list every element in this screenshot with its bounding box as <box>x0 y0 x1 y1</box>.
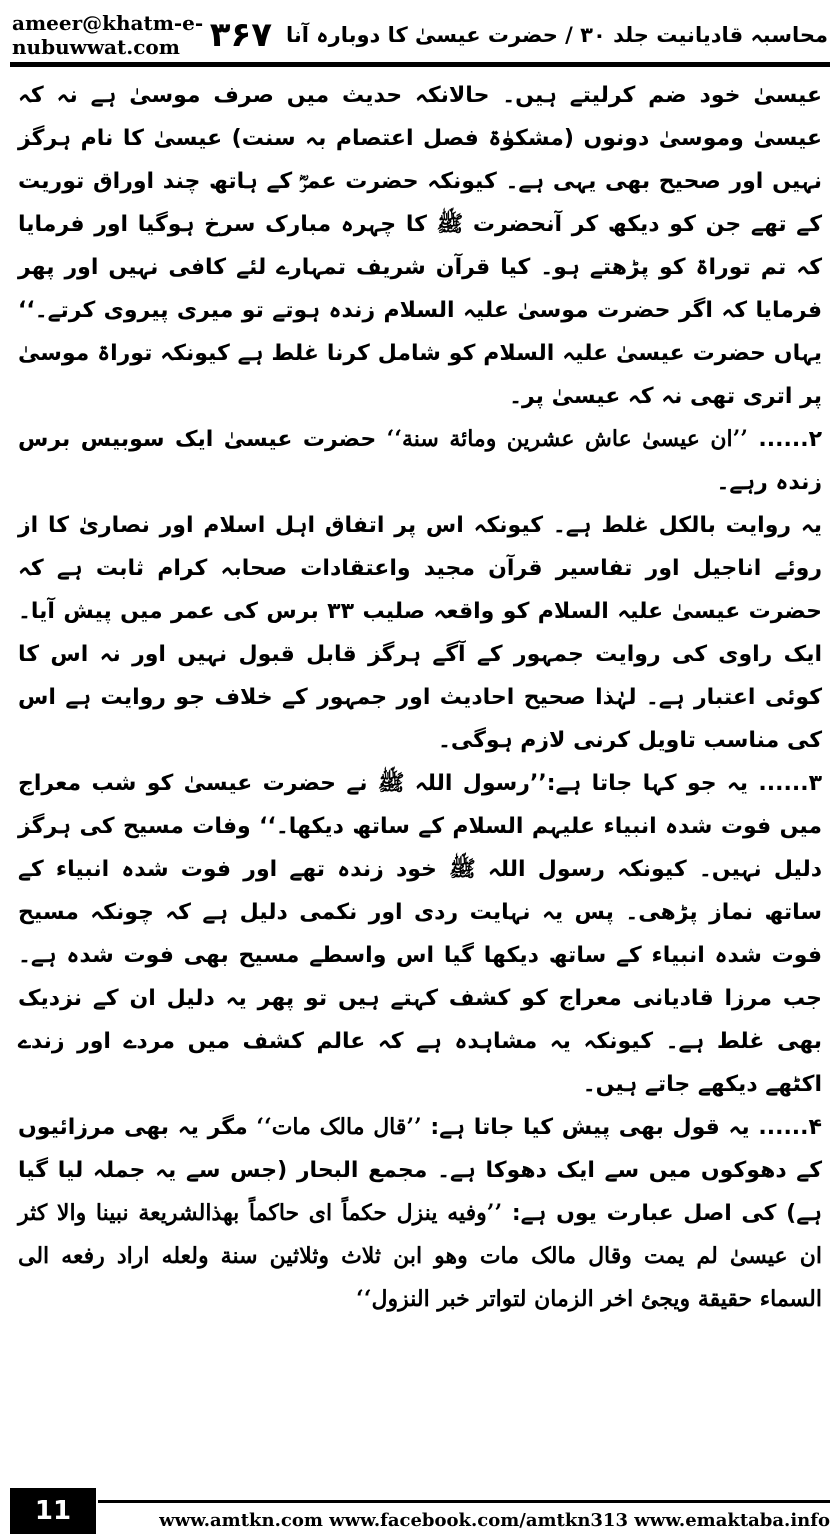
item-text-before: یہ قول بھی پیش کیا جاتا ہے: <box>430 1115 750 1140</box>
item-number: ۲...... <box>758 427 822 452</box>
numbered-item-3 <box>18 762 822 1106</box>
footer-page-number: 11 <box>10 1488 96 1534</box>
arabic-quote: ’’قال مالک مات‘‘ <box>256 1114 422 1140</box>
header-title-group <box>210 15 828 55</box>
arabic-citation: ’’وفیه ینزل حکماً ای حاکماً بهذالشریعة نبینا والا کثر ان عیسیٰ لم یمت وقال مالک مات وهو ابن ثلاث وثلاثین سنة ولعله اراد رفعه الی السماء حقیقة ویجئ اخر الزمان لتواتر خبر النزول‘‘ <box>18 1200 822 1312</box>
footer-links: www.amtkn.com www.facebook.com/amtkn313 www.emaktaba.info <box>159 1509 830 1531</box>
footer-rule <box>98 1500 830 1503</box>
header-title: محاسبہ قادیانیت جلد ۳۰ / حضرت عیسیٰ کا دوبارہ آنا <box>286 23 828 47</box>
item-text: حضرت عیسیٰ ایک سوبیس برس زندہ رہے۔ <box>18 427 822 495</box>
paragraph: عیسیٰ خود ضم کرلیتے ہیں۔ حالانکہ حدیث میں صرف موسیٰ ہے نہ کہ عیسیٰ وموسیٰ دونوں (مشکوٰۃ فصل اعتصام بہ سنت) عیسیٰ کا نام ہرگز نہیں اور صحیح بھی یہی ہے۔ کیونکہ حضرت عمرؓ کے ہاتھ چند اوراق توریت کے تھے جن کو دیکھ کر آنحضرت ﷺ کا چہرہ مبارک سرخ ہوگیا اور فرمایا کہ تم توراۃ کو پڑھتے ہو۔ کیا قرآن شریف تمہارے لئے کافی نہیں اور پھر فرمایا کہ اگر حضرت موسیٰ علیہ السلام زندہ ہوتے تو میری پیروی کرتے۔‘‘ یہاں حضرت عیسیٰ علیہ السلام کو شامل کرنا غلط ہے کیونکہ توراۃ موسیٰ پر اتری تھی نہ کہ عیسیٰ پر۔ <box>18 83 822 409</box>
paragraph: یہ روایت بالکل غلط ہے۔ کیونکہ اس پر اتفاق اہل اسلام اور نصاریٰ کا از روئے اناجیل اور تفاسیر قرآن مجید واعتقادات صحابہ کرام ثابت ہے کہ حضرت عیسیٰ علیہ السلام کو واقعہ صلیب ۳۳ برس کی عمر میں پیش آیا۔ ایک راوی کی روایت جمہور کے آگے ہرگز قابل قبول نہیں اور نہ اس کا کوئی اعتبار ہے۔ لہٰذا صحیح احادیث اور جمہور کے خلاف جو روایت ہے اس کی مناسب تاویل کرنی لازم ہوگی۔ <box>18 513 822 753</box>
page-body <box>18 74 822 1462</box>
numbered-item-4 <box>18 1106 822 1321</box>
item-text: مگر یہ بھی مرزائیوں کے دھوکوں میں سے ایک دھوکا ہے۔ مجمع البحار (جس سے یہ جملہ لیا گیا ہے) کی اصل عبارت یوں ہے: <box>18 1115 822 1226</box>
item-number: ۳...... <box>758 771 822 796</box>
arabic-quote: ’’ان عیسیٰ عاش عشرین ومائة سنة‘‘ <box>386 426 748 452</box>
header-rule <box>10 62 830 67</box>
item-number: ۴...... <box>758 1115 822 1140</box>
item-text: یہ جو کہا جاتا ہے:’’رسول اللہ ﷺ نے حضرت عیسیٰ کو شب معراج میں فوت شدہ انبیاء علیہم السلام کے ساتھ دیکھا۔‘‘ وفات مسیح کی ہرگز دلیل نہیں۔ کیونکہ رسول اللہ ﷺ خود زندہ تھے اور فوت شدہ انبیاء کے ساتھ نماز پڑھی۔ پس یہ نہایت ردی اور نکمی دلیل ہے کہ چونکہ مسیح فوت شدہ انبیاء کے ساتھ دیکھا گیا اس واسطے مسیح بھی فوت شدہ ہے۔ جب مرزا قادیانی معراج کو کشف کہتے ہیں تو پھر یہ دلیل ان کے نزدیک بھی غلط ہے۔ کیونکہ یہ مشاہدہ ہے کہ عالم کشف میں مردے اور زندے اکٹھے دیکھے جاتے ہیں۔ <box>18 771 822 1097</box>
header-page-number: ۳۶۷ <box>209 15 273 55</box>
page-header <box>12 11 828 59</box>
header-email: ameer@khatm-e-nubuwwat.com <box>12 11 204 59</box>
numbered-item-2 <box>18 418 822 504</box>
